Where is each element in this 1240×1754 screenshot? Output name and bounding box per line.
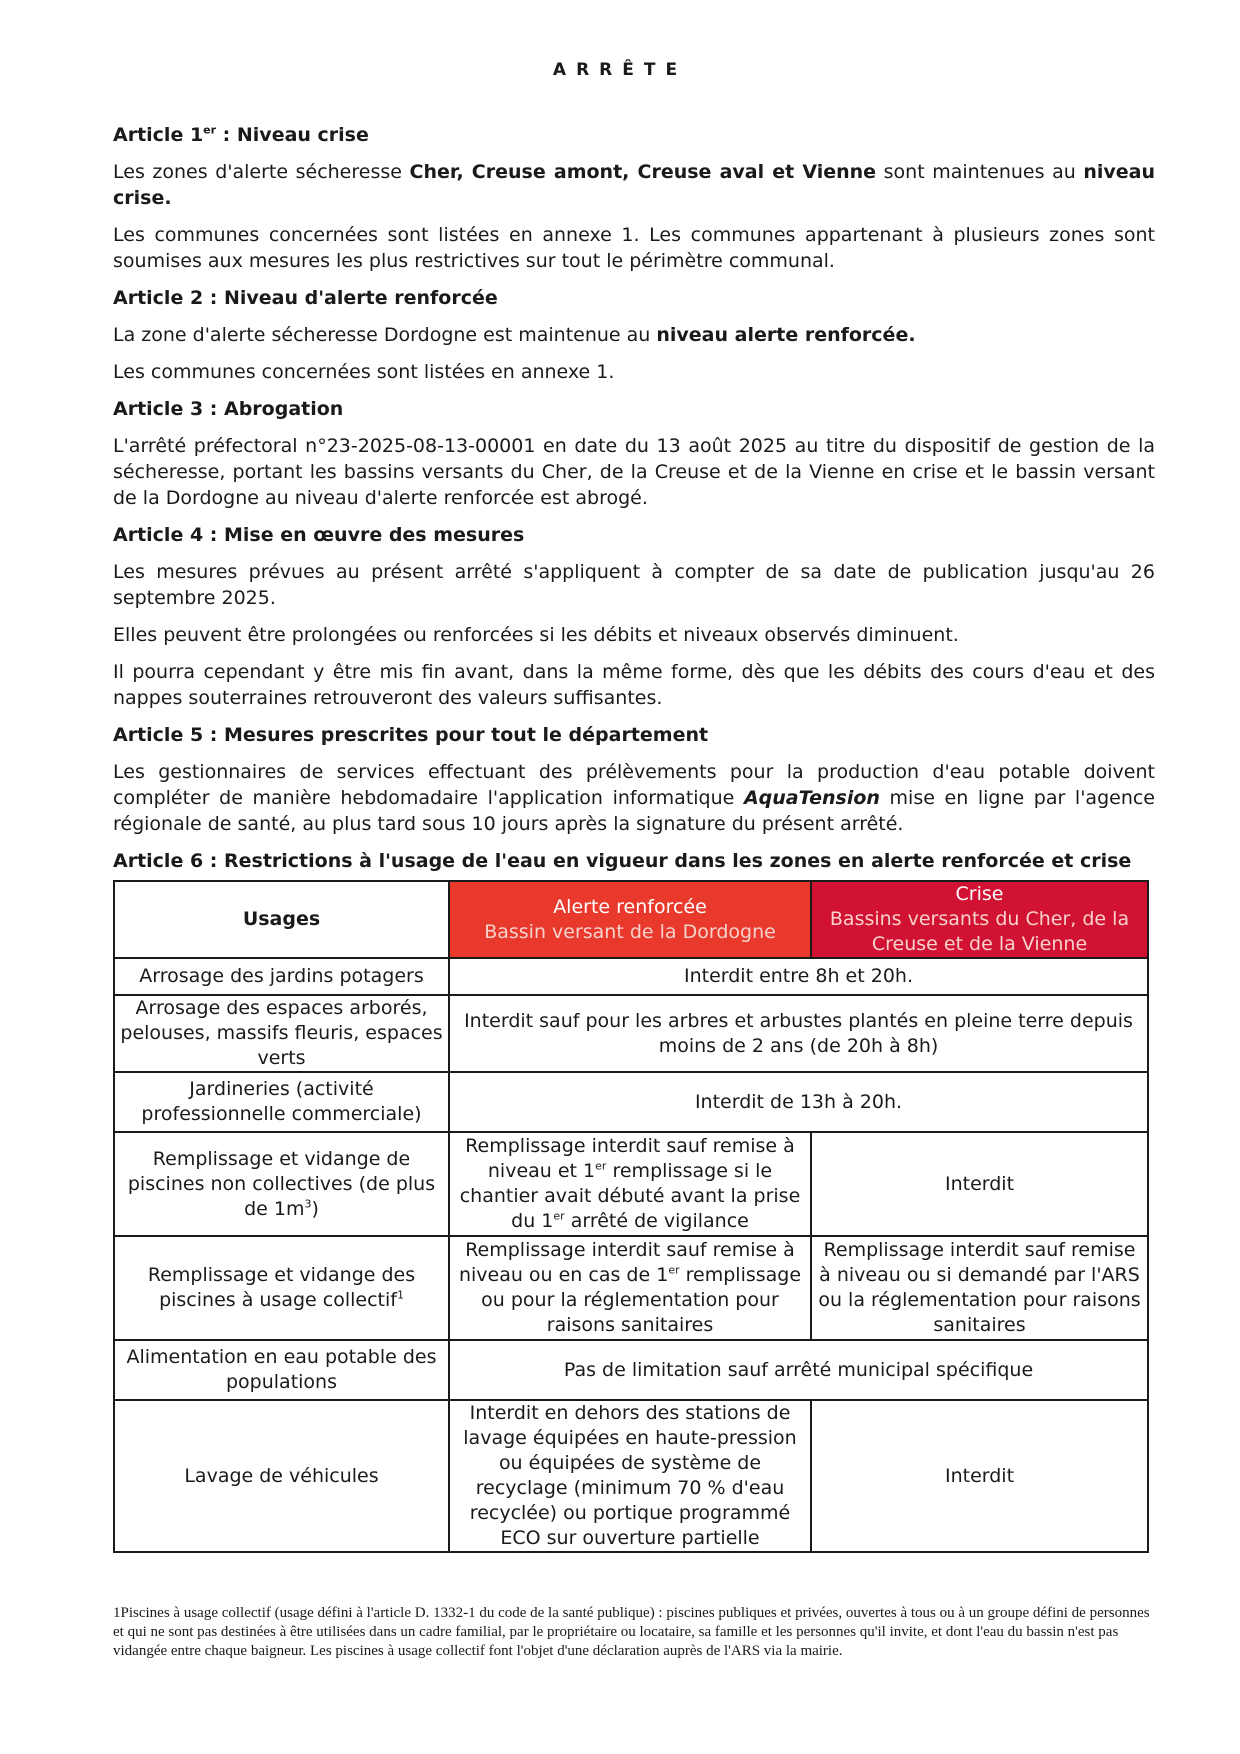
footnote-marker: 1 [396,1288,404,1302]
superscript: 3 [304,1197,312,1211]
superscript: er [553,1209,565,1223]
alerte-cell [449,1236,811,1340]
article-1-number: Article 1 [113,124,204,146]
table-row [114,1340,1148,1400]
text-segment: mise en ligne par l'agence régionale de santé, au plus tard sous 10 jours après la signature du présent arrêté. [113,787,1155,835]
usage-cell: Lavage de véhicules [114,1400,449,1552]
table-row [114,1236,1148,1340]
text-segment: Remplissage et vidange de piscines non collectives (de plus de 1m [127,1147,436,1220]
article-2-heading: Article 2 : Niveau d'alerte renforcée [113,287,498,309]
usage-cell: Arrosage des espaces arborés, pelouses, massifs fleuris, espaces verts [114,995,449,1072]
article-3-heading: Article 3 : Abrogation [113,398,344,420]
table-row [114,1072,1148,1132]
restrictions-table-wrapper [113,880,1155,1553]
article-6-heading: Article 6 : Restrictions à l'usage de l'eau en vigueur dans les zones en alerte renforcée et crise [113,850,1132,872]
article-3-paragraph-1: L'arrêté préfectoral n°23-2025-08-13-00001 en date du 13 août 2025 au titre du dispositif de gestion de la sécheresse, portant les bassins versants du Cher, de la Creuse et de la Vienne en crise et le bassin versant de la Dordogne au niveau d'alerte renforcée est abrogé. [113,435,1155,509]
article-1-number-sup: er [203,123,217,137]
article-1-name: : Niveau crise [216,124,369,146]
article-4-paragraph-1: Les mesures prévues au présent arrêté s'appliquent à compter de sa date de publication jusqu'au 26 septembre 2025. [113,561,1155,609]
text-segment: remplissage ou pour la réglementation pour raisons sanitaires [481,1264,802,1336]
bold-segment: niveau crise. [113,161,1155,209]
superscript: er [595,1159,607,1173]
usage-cell [114,1132,449,1236]
article-4-heading: Article 4 : Mise en œuvre des mesures [113,524,525,546]
text-segment: La zone d'alerte sécheresse Dordogne est maintenue au [113,324,657,346]
text-segment: sont maintenues au [876,161,1084,183]
text-segment: arrêté de vigilance [564,1210,749,1232]
app-name: AquaTension [743,787,880,809]
usage-cell: Jardineries (activité professionnelle commerciale) [114,1072,449,1132]
bold-segment: Cher, Creuse amont, Creuse aval et Vienne [409,161,877,183]
article-2-paragraph-1 [113,322,1155,348]
text-segment: Remplissage et vidange des piscines à usage collectif [147,1264,416,1311]
article-1-paragraph-2: Les communes concernées sont listées en annexe 1. Les communes appartenant à plusieurs zones sont soumises aux mesures les plus restrictives sur tout le périmètre communal. [113,224,1155,272]
article-5-paragraph-1 [113,759,1155,837]
alerte-cell: Interdit en dehors des stations de lavage équipées en haute-pression ou équipées de système de recyclage (minimum 70 % d'eau recyclée) ou portique programmé ECO sur ouverture partielle [449,1400,811,1552]
restriction-cell-merged: Interdit de 13h à 20h. [449,1072,1148,1132]
header-alerte-renforcee [449,881,811,958]
header-crise [811,881,1148,958]
text-segment: Remplissage interdit sauf remise à niveau ou en cas de 1 [458,1239,795,1286]
article-1-heading [113,122,1155,148]
article-2-paragraph-2: Les communes concernées sont listées en annexe 1. [113,361,615,383]
alerte-subtitle: Bassin versant de la Dordogne [484,920,776,943]
table-row [114,1400,1148,1552]
table-header-row [114,881,1148,958]
article-5-heading: Article 5 : Mesures prescrites pour tout le département [113,724,709,746]
article-1-paragraph-1 [113,159,1155,211]
restriction-cell-merged: Interdit sauf pour les arbres et arbustes plantés en pleine terre depuis moins de 2 ans (de 20h à 8h) [449,995,1148,1072]
document-body [113,122,1155,1553]
table-row [114,958,1148,995]
usage-cell [114,1236,449,1340]
crise-subtitle: Bassins versants du Cher, de la Creuse et de la Vienne [829,908,1130,955]
superscript: er [668,1263,680,1277]
restriction-cell-merged: Pas de limitation sauf arrêté municipal spécifique [449,1340,1148,1400]
restrictions-table [113,880,1149,1553]
crise-cell: Interdit [811,1132,1148,1236]
text-segment: Les gestionnaires de services effectuant des prélèvements pour la production d'eau potable doivent compléter de manière hebdomadaire l'application informatique [113,761,1155,809]
header-usages: Usages [114,881,449,958]
article-4-paragraph-3: Il pourra cependant y être mis fin avant, dans la même forme, dès que les débits des cours d'eau et des nappes souterraines retrouveront des valeurs suffisantes. [113,661,1155,709]
usage-cell: Alimentation en eau potable des populations [114,1340,449,1400]
table-row [114,1132,1148,1236]
restriction-cell-merged: Interdit entre 8h et 20h. [449,958,1148,995]
footnote: 1Piscines à usage collectif (usage défini à l'article D. 1332-1 du code de la santé publique) : piscines publiques et privées, ouvertes à tous ou à un groupe défini de personnes et qui ne sont pas destinées à être utilisées dans un cadre familial, par le propriétaire ou locataire, sa famille et les personnes qu'il invite, et dont l'eau du bassin n'est pas vidangée entre chaque baigneur. Les piscines à usage collectif font l'objet d'une déclaration auprès de l'ARS via la mairie. [113,1605,1150,1659]
text-segment: Les zones d'alerte sécheresse [113,161,410,183]
usage-cell: Arrosage des jardins potagers [114,958,449,995]
crise-cell: Interdit [811,1400,1148,1552]
bold-segment: niveau alerte renforcée. [656,324,916,346]
table-row [114,995,1148,1072]
crise-cell: Remplissage interdit sauf remise à niveau ou si demandé par l'ARS ou la réglementation pour raisons sanitaires [811,1236,1148,1340]
crise-title: Crise [955,883,1004,905]
page-title: ARRÊTE [552,60,688,80]
article-4-paragraph-2: Elles peuvent être prolongées ou renforcées si les débits et niveaux observés diminuent. [113,624,959,646]
text-segment: remplissage si le chantier avait débuté avant la prise du 1 [459,1160,801,1232]
alerte-title: Alerte renforcée [553,895,707,918]
text-segment: ) [311,1197,319,1220]
alerte-cell [449,1132,811,1236]
text-segment: Remplissage interdit sauf remise à niveau et 1 [465,1135,795,1182]
